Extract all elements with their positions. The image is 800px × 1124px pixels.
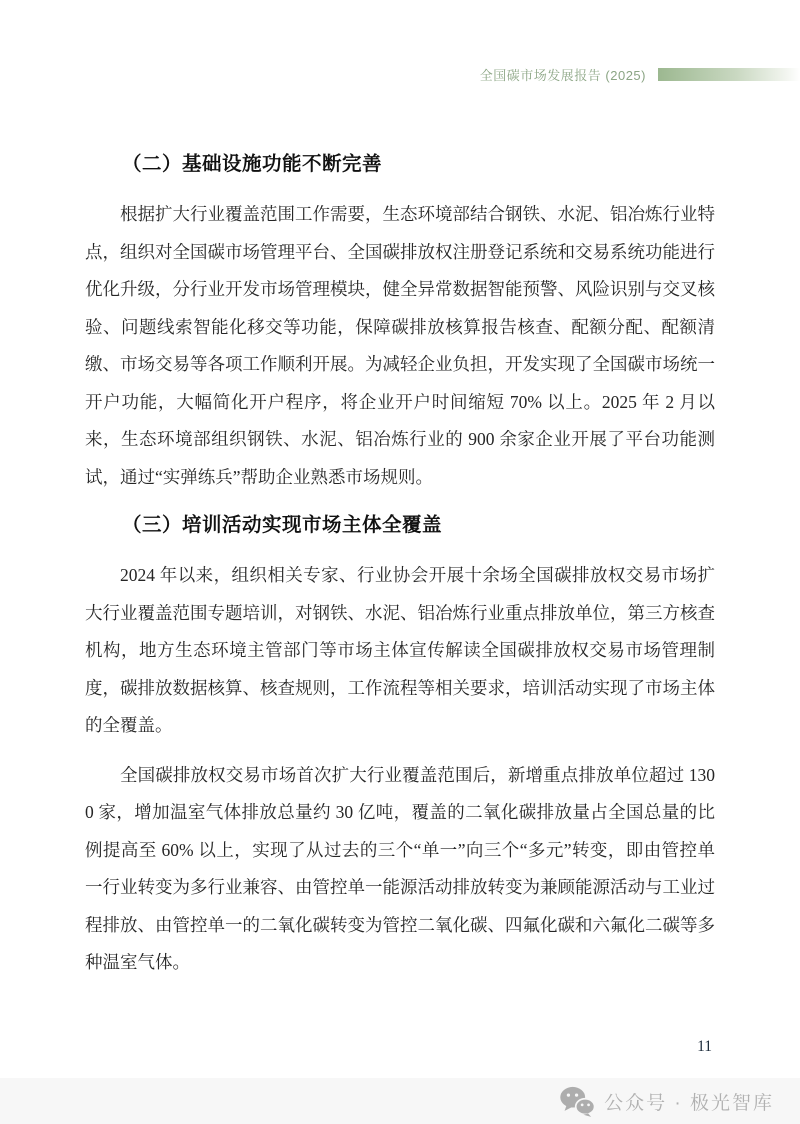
- section-heading-training: （三）培训活动实现市场主体全覆盖: [122, 514, 443, 536]
- section-heading-infrastructure: （二）基础设施功能不断完善: [122, 153, 383, 175]
- watermark-bar: [0, 1078, 800, 1124]
- paragraph-training-2: 全国碳排放权交易市场首次扩大行业覆盖范围后，新增重点排放单位超过 1300 家，增加温室气体排放总量约 30 亿吨，覆盖的二氧化碳排放量占全国总量的比例提高至 60% 以上，实现了从过去的三个“单一”向三个“多元”转变，即由管控单一行业转变为多行业兼容、由管控单一能源活动排放转变为兼顾能源活动与工业过程排放、由管控单一的二氧化碳转变为管控二氧化碳、四氟化碳和六氟化二碳等多种温室气体。: [85, 764, 715, 972]
- page-number: 11: [697, 1038, 712, 1055]
- paragraph-infrastructure: 根据扩大行业覆盖范围工作需要，生态环境部结合钢铁、水泥、铝冶炼行业特点，组织对全国碳市场管理平台、全国碳排放权注册登记系统和交易系统功能进行优化升级，分行业开发市场管理模块，健全异常数据智能预警、风险识别与交叉核验、问题线索智能化移交等功能，保障碳排放核算报告核查、配额分配、配额清缴、市场交易等各项工作顺利开展。为减轻企业负担，开发实现了全国碳市场统一开户功能，大幅简化开户程序，将企业开户时间缩短 70% 以上。2025 年 2 月以来，生态环境部组织钢铁、水泥、铝冶炼行业的 900 余家企业开展了平台功能测试，通过“实弹练兵”帮助企业熟悉市场规则。: [85, 204, 715, 487]
- report-title: 全国碳市场发展报告 (2025): [479, 68, 646, 83]
- paragraph-training-1: 2024 年以来，组织相关专家、行业协会开展十余场全国碳排放权交易市场扩大行业覆盖范围专题培训，对钢铁、水泥、铝冶炼行业重点排放单位，第三方核查机构，地方生态环境主管部门等市场主体宣传解读全国碳排放权交易市场管理制度，碳排放数据核算、核查规则，工作流程等相关要求，培训活动实现了市场主体的全覆盖。: [85, 565, 715, 735]
- page-content: [85, 0, 715, 994]
- watermark-text: 公众号 · 极光智库: [604, 1092, 774, 1114]
- wechat-icon: [559, 1086, 595, 1117]
